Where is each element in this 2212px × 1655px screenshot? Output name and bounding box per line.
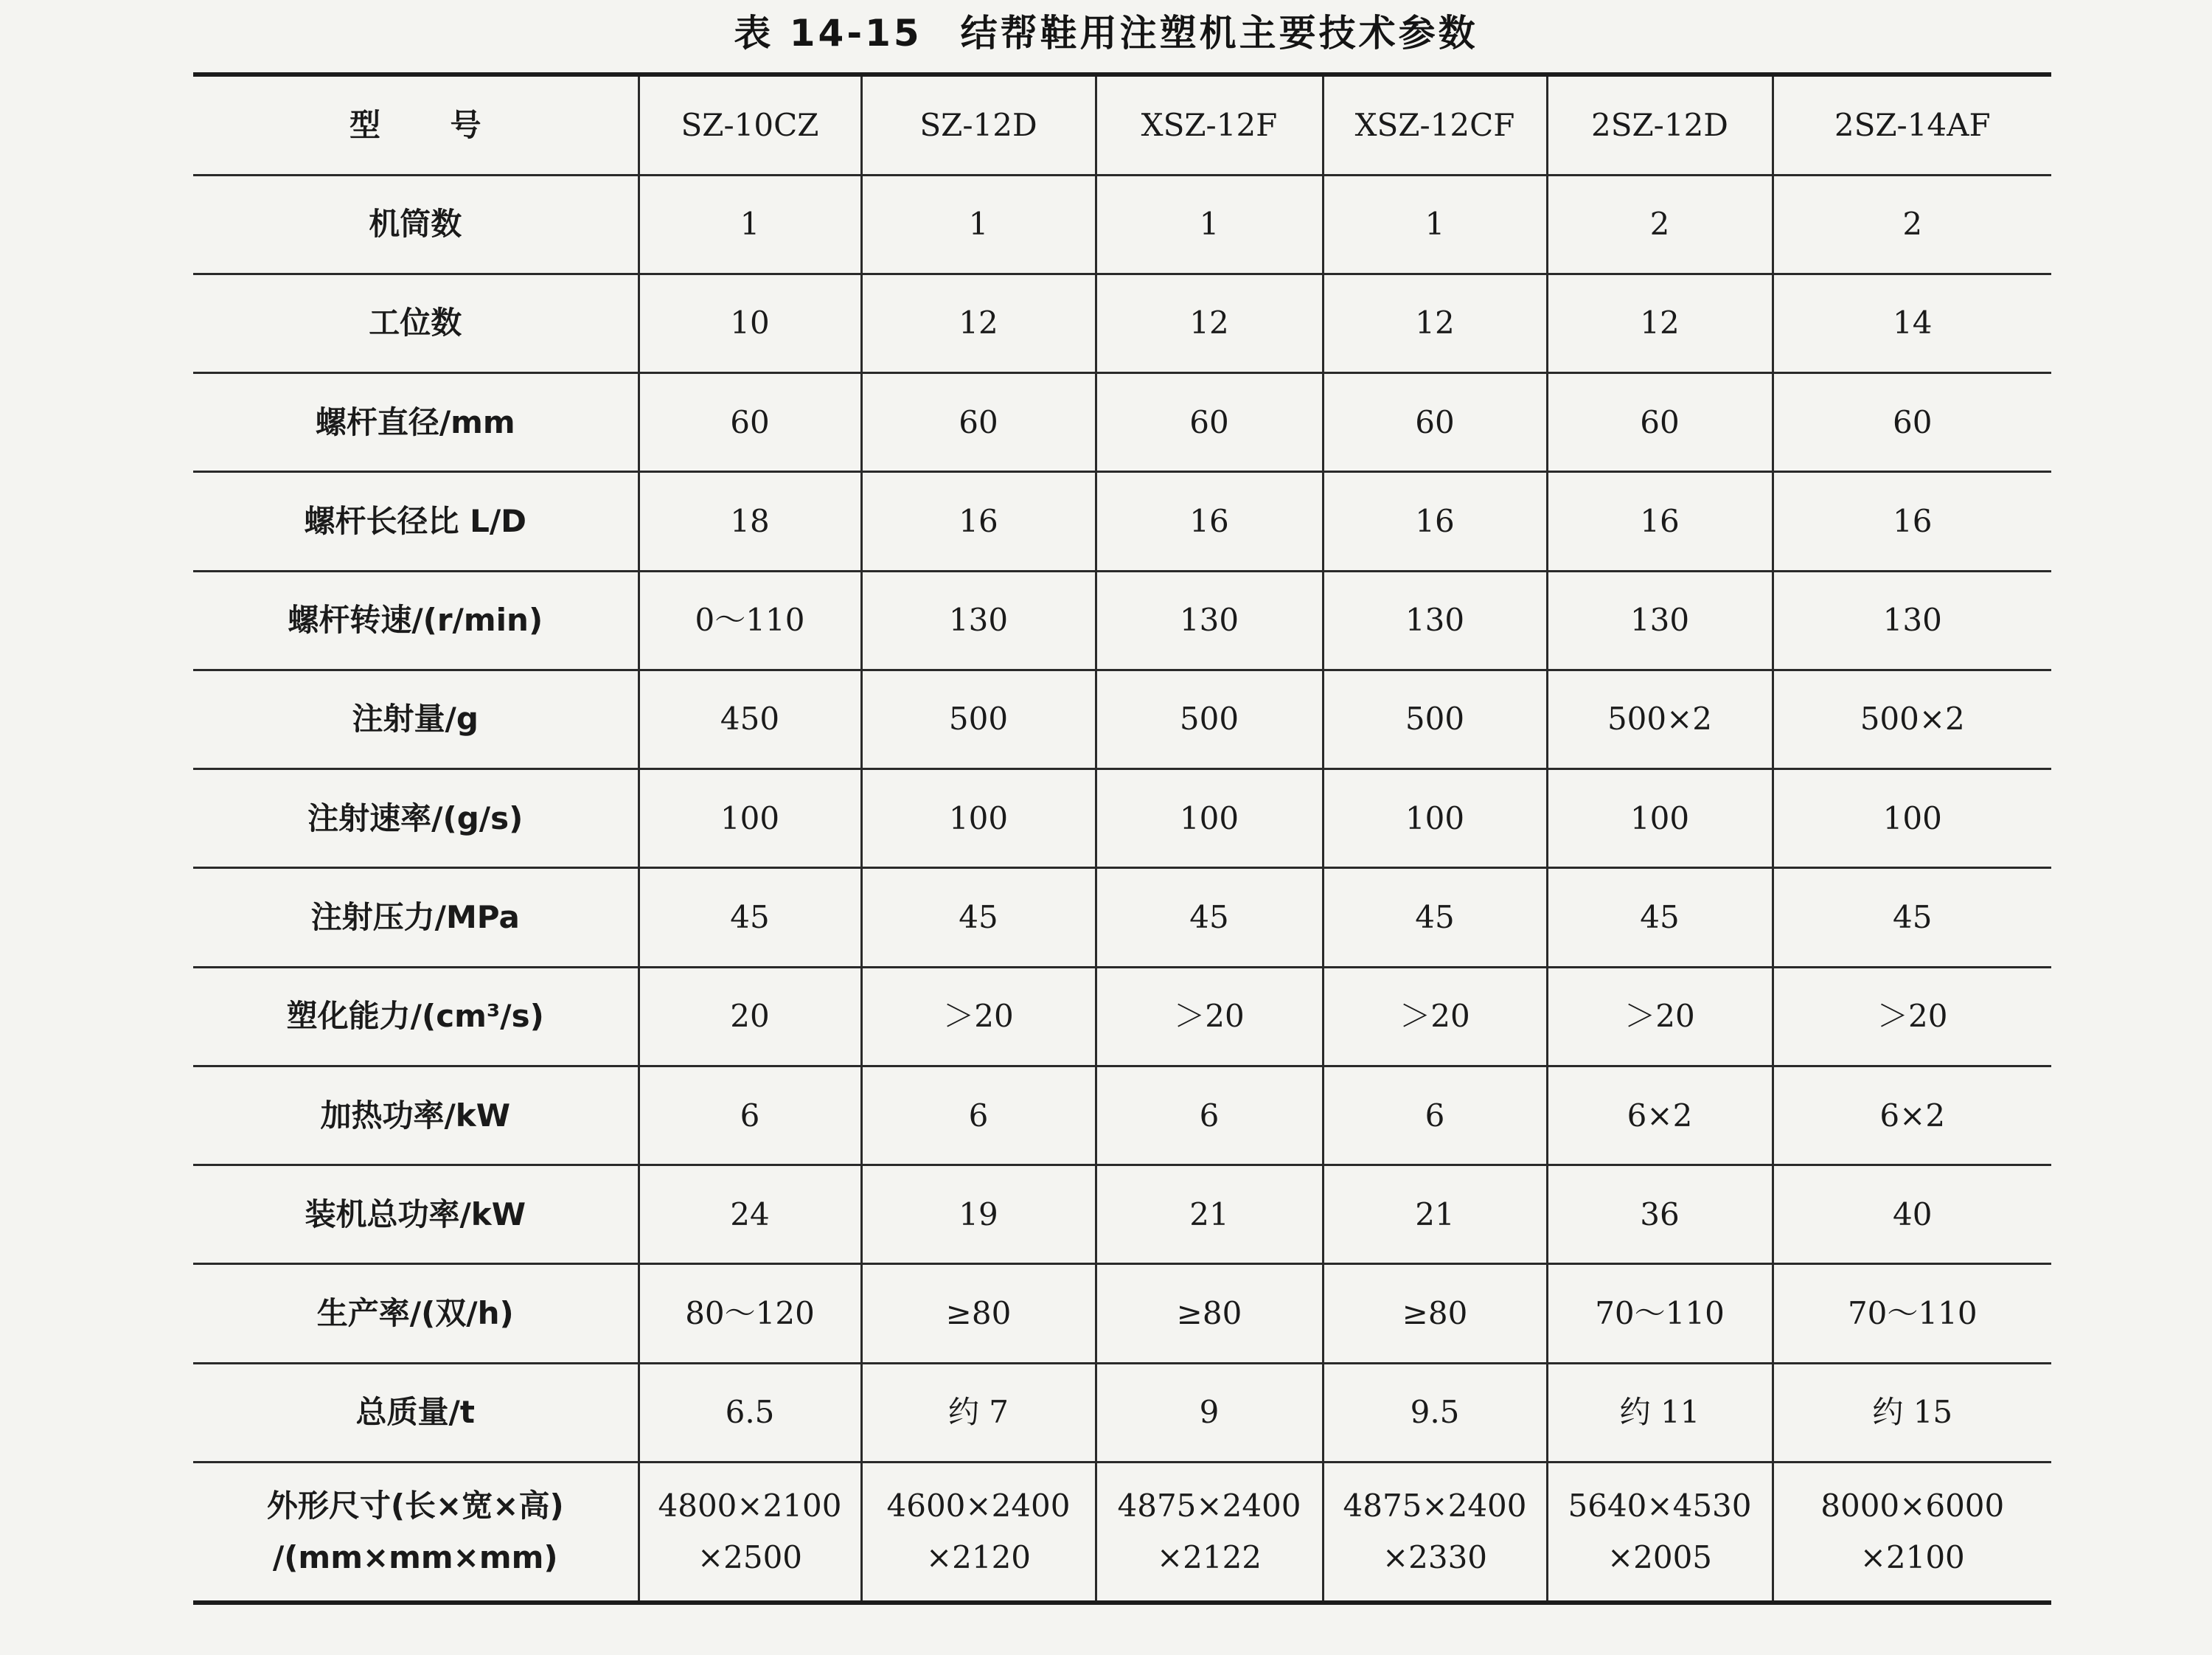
row-label: 生产率/(双/h)	[193, 1264, 639, 1363]
row-label: 螺杆转速/(r/min)	[193, 571, 639, 670]
cell-value: 约 15	[1773, 1363, 2051, 1462]
cell-value: 45	[861, 868, 1096, 967]
cell-value: 16	[861, 472, 1096, 571]
cell-value: 12	[861, 274, 1096, 372]
cell-value: 20	[639, 967, 861, 1066]
caption-number: 表 14-15	[734, 12, 922, 55]
row-label: 装机总功率/kW	[193, 1165, 639, 1264]
cell-value: 45	[1547, 868, 1773, 967]
row-label: 注射量/g	[193, 670, 639, 768]
cell-value: 70～110	[1773, 1264, 2051, 1363]
table-row	[193, 373, 2051, 472]
cell-value: 130	[1323, 571, 1547, 670]
dimensions-line1: 4800×2100	[658, 1487, 842, 1524]
cell-value: 100	[1096, 769, 1323, 868]
cell-value: 16	[1323, 472, 1547, 571]
table-row	[193, 1165, 2051, 1264]
row-label: 总质量/t	[193, 1363, 639, 1462]
table-row	[193, 769, 2051, 868]
cell-value: 12	[1323, 274, 1547, 372]
model-header: XSZ-12F	[1096, 74, 1323, 175]
row-label: 注射速率/(g/s)	[193, 769, 639, 868]
row-label: 加热功率/kW	[193, 1066, 639, 1165]
model-header: 2SZ-14AF	[1773, 74, 2051, 175]
row-label: 工位数	[193, 274, 639, 372]
dimensions-line2: ×2100	[1860, 1538, 1965, 1575]
cell-value: 1	[639, 175, 861, 274]
table-row	[193, 571, 2051, 670]
table-caption	[0, 6, 2212, 60]
cell-value: 1	[1323, 175, 1547, 274]
table-row	[193, 868, 2051, 967]
cell-value: 45	[639, 868, 861, 967]
table-row	[193, 1363, 2051, 1462]
cell-value: 1	[861, 175, 1096, 274]
row-label: 机筒数	[193, 175, 639, 274]
cell-value: 130	[861, 571, 1096, 670]
cell-value: 24	[639, 1165, 861, 1264]
cell-value: 1	[1096, 175, 1323, 274]
cell-value: ＞20	[1096, 967, 1323, 1066]
row-label: 注射压力/MPa	[193, 868, 639, 967]
cell-value: 100	[639, 769, 861, 868]
cell-value: 6	[639, 1066, 861, 1165]
model-header: XSZ-12CF	[1323, 74, 1547, 175]
cell-value: 45	[1096, 868, 1323, 967]
cell-value: 45	[1773, 868, 2051, 967]
cell-value: 9.5	[1323, 1363, 1547, 1462]
row-label: 螺杆长径比 L/D	[193, 472, 639, 571]
table-row	[193, 274, 2051, 372]
cell-value: ＞20	[1547, 967, 1773, 1066]
cell-value: 21	[1096, 1165, 1323, 1264]
dimensions-cell	[639, 1462, 861, 1603]
cell-value: 约 11	[1547, 1363, 1773, 1462]
dimensions-line1: 4875×2400	[1343, 1487, 1527, 1524]
cell-value: 500×2	[1547, 670, 1773, 768]
cell-value: 450	[639, 670, 861, 768]
dimensions-line2: ×2500	[697, 1538, 803, 1575]
cell-value: 14	[1773, 274, 2051, 372]
dimensions-cell	[861, 1462, 1096, 1603]
cell-value: 2	[1547, 175, 1773, 274]
cell-value: 500	[1323, 670, 1547, 768]
cell-value: 70～110	[1547, 1264, 1773, 1363]
cell-value: 60	[1323, 373, 1547, 472]
cell-value: 19	[861, 1165, 1096, 1264]
cell-value: 16	[1096, 472, 1323, 571]
cell-value: 6	[1096, 1066, 1323, 1165]
cell-value: ＞20	[1323, 967, 1547, 1066]
dimensions-label-line2: /(mm×mm×mm)	[272, 1538, 558, 1575]
cell-value: 6.5	[639, 1363, 861, 1462]
cell-value: 16	[1773, 472, 2051, 571]
cell-value: 18	[639, 472, 861, 571]
cell-value: 130	[1547, 571, 1773, 670]
dimensions-line1: 5640×4530	[1568, 1487, 1752, 1524]
cell-value: 60	[1096, 373, 1323, 472]
cell-value: 500	[1096, 670, 1323, 768]
cell-value: 6×2	[1547, 1066, 1773, 1165]
dimensions-line1: 4875×2400	[1117, 1487, 1301, 1524]
table-row	[193, 670, 2051, 768]
cell-value: 60	[639, 373, 861, 472]
cell-value: 12	[1096, 274, 1323, 372]
cell-value: ≥80	[1096, 1264, 1323, 1363]
cell-value: 45	[1323, 868, 1547, 967]
dimensions-line2: ×2120	[925, 1538, 1032, 1575]
cell-value: 2	[1773, 175, 2051, 274]
model-header: SZ-10CZ	[639, 74, 861, 175]
dimensions-cell	[1547, 1462, 1773, 1603]
cell-value: 40	[1773, 1165, 2051, 1264]
dimensions-line1: 4600×2400	[886, 1487, 1071, 1524]
cell-value: 100	[1323, 769, 1547, 868]
cell-value: 130	[1773, 571, 2051, 670]
dimensions-line2: ×2005	[1607, 1538, 1713, 1575]
cell-value: 130	[1096, 571, 1323, 670]
header-label: 型 号	[193, 74, 639, 175]
dimensions-line2: ×2122	[1156, 1538, 1262, 1575]
cell-value: 约 7	[861, 1363, 1096, 1462]
row-label: 塑化能力/(cm³/s)	[193, 967, 639, 1066]
cell-value: 100	[861, 769, 1096, 868]
table-row	[193, 472, 2051, 571]
model-header: 2SZ-12D	[1547, 74, 1773, 175]
caption-title: 结帮鞋用注塑机主要技术参数	[960, 12, 1478, 55]
cell-value: 16	[1547, 472, 1773, 571]
row-label: 螺杆直径/mm	[193, 373, 639, 472]
dimensions-cell	[1096, 1462, 1323, 1603]
header-row	[193, 74, 2051, 175]
cell-value: 100	[1773, 769, 2051, 868]
dimensions-label-line1: 外形尺寸(长×宽×高)	[266, 1487, 564, 1524]
spec-table	[193, 72, 2051, 1605]
cell-value: 36	[1547, 1165, 1773, 1264]
cell-value: 60	[1547, 373, 1773, 472]
table-row	[193, 1066, 2051, 1165]
dimensions-cell	[1773, 1462, 2051, 1603]
dimensions-cell	[1323, 1462, 1547, 1603]
cell-value: 6	[1323, 1066, 1547, 1165]
dimensions-line2: ×2330	[1382, 1538, 1488, 1575]
table-row	[193, 175, 2051, 274]
cell-value: 12	[1547, 274, 1773, 372]
cell-value: 500×2	[1773, 670, 2051, 768]
dimensions-row	[193, 1462, 2051, 1603]
cell-value: 6	[861, 1066, 1096, 1165]
table-row	[193, 1264, 2051, 1363]
model-header: SZ-12D	[861, 74, 1096, 175]
dimensions-label	[193, 1462, 639, 1603]
cell-value: 80～120	[639, 1264, 861, 1363]
cell-value: 60	[861, 373, 1096, 472]
cell-value: 21	[1323, 1165, 1547, 1264]
dimensions-line1: 8000×6000	[1820, 1487, 2005, 1524]
cell-value: ≥80	[861, 1264, 1096, 1363]
cell-value: 6×2	[1773, 1066, 2051, 1165]
table-row	[193, 967, 2051, 1066]
cell-value: 500	[861, 670, 1096, 768]
cell-value: 10	[639, 274, 861, 372]
cell-value: 60	[1773, 373, 2051, 472]
cell-value: 0～110	[639, 571, 861, 670]
cell-value: ＞20	[1773, 967, 2051, 1066]
cell-value: 100	[1547, 769, 1773, 868]
cell-value: ≥80	[1323, 1264, 1547, 1363]
cell-value: 9	[1096, 1363, 1323, 1462]
cell-value: ＞20	[861, 967, 1096, 1066]
